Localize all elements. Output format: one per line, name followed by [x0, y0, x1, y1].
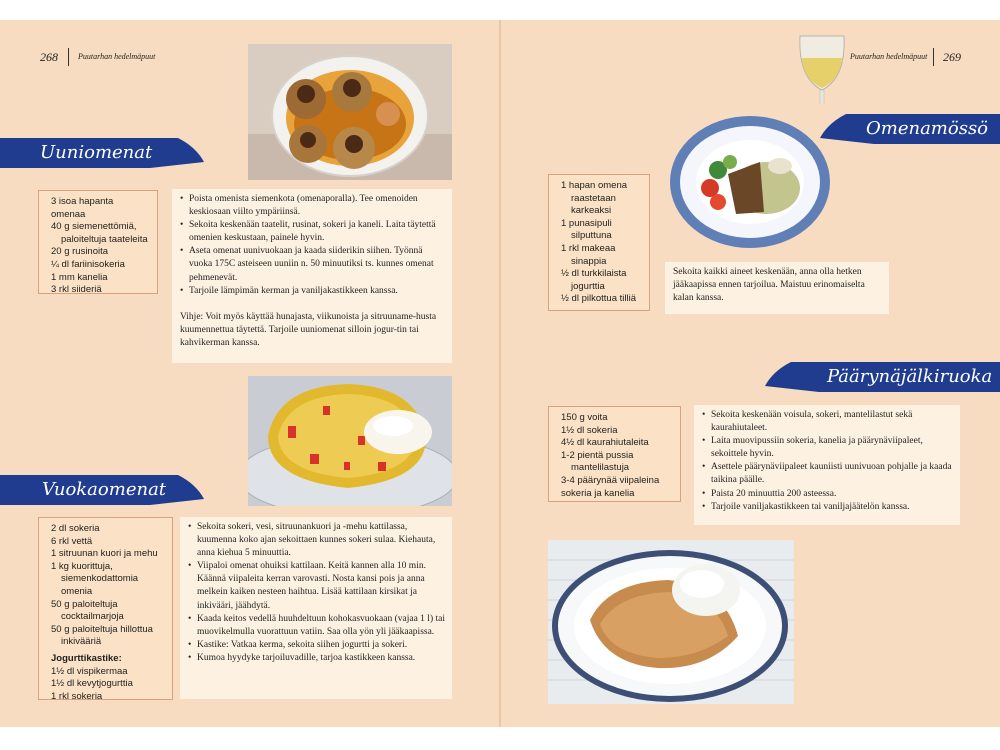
- recipe-title-banner: [0, 138, 205, 168]
- recipe-title: Päärynäjälkiruoka: [827, 366, 993, 387]
- recipe-title-banner: [0, 475, 205, 505]
- page-number-left: 268: [40, 50, 58, 64]
- header-rule-left: [68, 48, 69, 66]
- page-number-right: 269: [943, 50, 961, 64]
- recipe-title: Vuokaomenat: [42, 479, 167, 500]
- recipe-title: Uuniomenat: [40, 142, 153, 163]
- instructions-box: Sekoita kaikki aineet keskenään, anna olla hetken jääkaapissa ennen tarjoilua. Maistuu erinomaiselta kalan kanssa.: [665, 262, 889, 314]
- ingredient-box: 3 isoa hapanta omenaa 40 g siemenettömiä, paloiteltuja taateleita 20 g rusinoita ¼ dl fariinisokeria 1 mm kanelia 3 rkl siideriä: [38, 190, 158, 294]
- recipe-title: Omenamössö: [866, 118, 989, 139]
- page-gutter: [499, 20, 501, 727]
- header-rule-right: [933, 48, 934, 66]
- recipe-title-banner: [820, 114, 1000, 144]
- instructions-box: • Poista omenista siemenkota (omenaporalla). Tee omenoiden keskiosaan viilto ympäriinsä. • Sekoita keskenään taatelit, rusinat, sokeri ja kaneli. Laita täytettä omenien keskustaan, painele hyvin. • Aseta omenat uunivuokaan ja kaada siiderikin siihen. Työnnä vuoka 175C asteiseen uuniin n. 50 minuutiksi ts. kunnes omenat pehmenevät. • Tarjoile lämpimän kerman ja vaniljakastikkeen kanssa. Vihje: Voit myös käyttää hunajasta, viikunoista ja sitruuname-husta kuumennettua täytettä. Tarjoile uuniomenat silloin jogur-tin tai kahvikerman kanssa.: [172, 189, 452, 363]
- ingredient-box: 1 hapan omena raastetaan karkeaksi 1 punasipuli silputtuna 1 rkl makeaa sinappia ½ dl turkkilaista jogurttia ½ dl pilkottua tilliä: [548, 174, 650, 311]
- baked-apples-photo: [248, 44, 452, 180]
- ingredient-box: 150 g voita 1½ dl sokeria 4½ dl kaurahiutaleita 1-2 pientä pussia mantelilastuja 3-4 päärynää viipaleina sokeria ja kanelia: [548, 406, 681, 502]
- instructions-box: • Sekoita keskenään voisula, sokeri, mantelilastut sekä kaurahiutaleet. • Laita muovipussiin sokeria, kanelia ja päärynäviipaleet, sekoittele hyvin. • Asettele päärynäviipaleet kauniisti uunivuoan pohjalle ja kaada taikina päälle. • Paista 20 minuuttia 200 asteessa. • Tarjoile vaniljakastikkeen tai vaniljajäätelön kanssa.: [694, 405, 960, 525]
- ingredient-box: 2 dl sokeria 6 rkl vettä 1 sitruunan kuori ja mehu 1 kg kuorittuja, siemenkodattomia omenia 50 g paloiteltuja cocktailmarjoja 50 g paloiteltuja hillottua inkivääriä Jogurttikastike: 1½ dl vispikermaa 1½ dl kevytjogurttia 1 rkl sokeria: [38, 517, 173, 700]
- sauce-heading: Jogurttikastike:: [51, 652, 122, 664]
- running-title-right: Puutarhan hedelmäpuut: [850, 52, 928, 61]
- tip-note: Vihje: Voit myös käyttää hunajasta, viikunoista ja sitruuname-husta kuumennettua täytettä. Tarjoile uuniomenat silloin jogur-tin tai kahvikerman kanssa.: [180, 311, 437, 348]
- apple-mold-photo: [248, 376, 452, 506]
- pear-crumble-photo: [548, 540, 794, 704]
- fish-plate-photo: [668, 104, 832, 252]
- instructions-box: • Sekoita sokeri, vesi, sitruunankuori ja -mehu kattilassa, kuumenna koko ajan sekoittaen kunnes sokeri sulaa. Kiehauta, anna kiehua 5 minuuttia. • Viipaloi omenat ohuiksi kattilaan. Keitä kannen alla 10 min. Käännä viipaleita kerran varovasti. Nosta kansi pois ja anna melkein kaiken nesteen haihtua. Lisää kattilaan kirsikat ja inkivääri, jäähdytä. • Kaada keitos vedellä huuhdeltuun kohokasvuokaan (vajaa 1 l) tai muovikelmulla vuorattuun vatiin. Saa olla yön yli jääkaapissa. • Kastike: Vatkaa kerma, sekoita siihen jogurtti ja sokeri. • Kumoa hyydyke tarjoiluvadille, tarjoa kastikkeen kanssa.: [180, 517, 452, 699]
- book-spread: [0, 20, 1000, 727]
- recipe-title-banner: [765, 362, 1000, 392]
- running-title-left: Puutarhan hedelmäpuut: [78, 52, 156, 61]
